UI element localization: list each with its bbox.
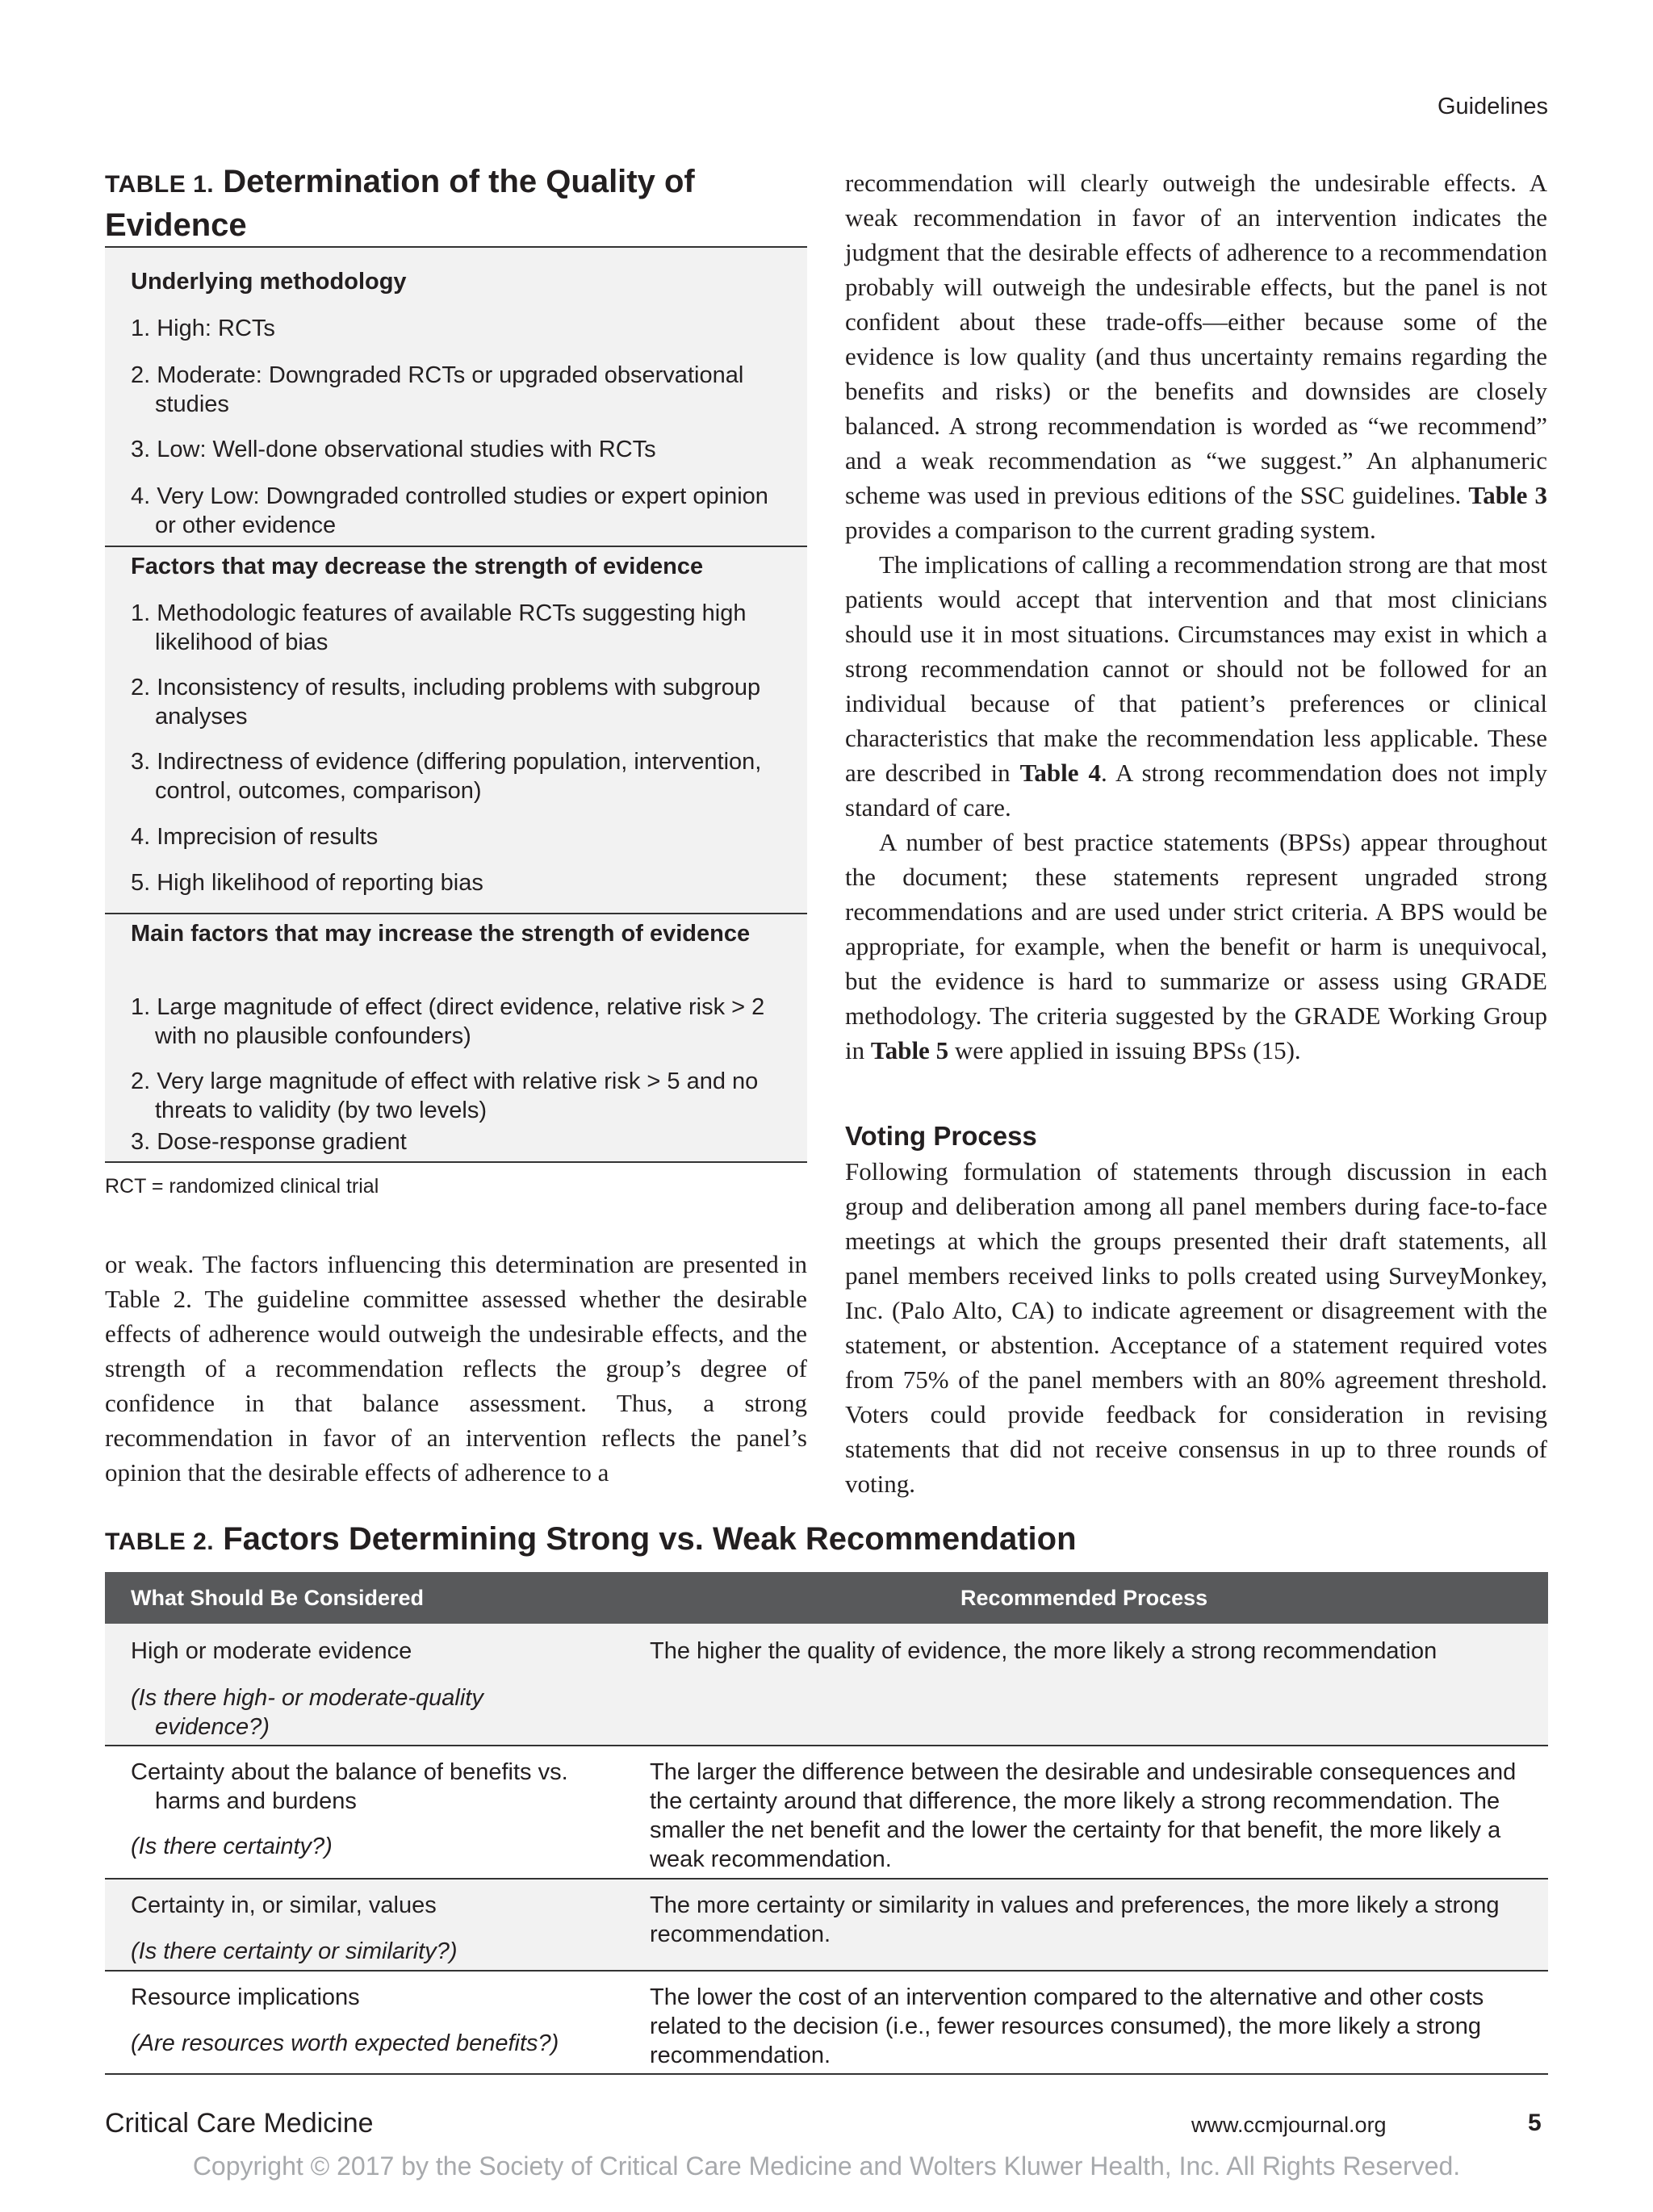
right-column <box>845 165 1547 1068</box>
text-run: The implications of calling a recommendation strong are that most patients would accept that intervention and that most clinicians should use it in most situations. Circumstances may exist in which a strong recommendation cannot or should not be followed for an individual because of that patient’s preferences or clinical characteristics that make the recommendation less applicable. These are described in <box>845 550 1547 787</box>
table2-question <box>131 1832 615 1861</box>
table2-title <box>105 1519 1077 1562</box>
table1-title-text: Determination of the Quality of Evidence <box>105 164 695 243</box>
table1-section-heading: Underlying methodology <box>131 269 407 295</box>
table2-factor: Certainty in, or similar, values <box>131 1892 437 1918</box>
table2-header-cell: What Should Be Considered <box>131 1586 425 1610</box>
table2-question <box>131 1937 615 1966</box>
table1-item: 3. Dose-response gradient <box>131 1129 407 1155</box>
table1-tag: TABLE 1. <box>105 171 215 198</box>
table2-question <box>131 1683 559 1742</box>
footer-url[interactable]: www.ccmjournal.org <box>1191 2113 1387 2137</box>
table2-title-text: Factors Determining Strong vs. Weak Recommendation <box>223 1521 1077 1557</box>
right-column-lower <box>845 1154 1547 1501</box>
table1-item: 2. Very large magnitude of effect with relative risk > 5 and no threats to validity (by two levels) <box>131 1068 759 1123</box>
table1-item: 5. High likelihood of reporting bias <box>131 870 483 896</box>
table2-question-text: (Is there certainty?) <box>131 1834 333 1859</box>
table2-tag: TABLE 2. <box>105 1528 215 1555</box>
table-reference: Table 3 <box>1468 481 1548 509</box>
table2-question-text: (Are resources worth expected benefits?) <box>131 2030 559 2056</box>
text-run: . A strong recommendation does not imply standard of care. <box>845 759 1548 822</box>
table1-section-heading: Factors that may decrease the strength of evidence <box>131 554 704 579</box>
text-run: recommendation will clearly outweigh the undesirable effects. A weak recommendation in favor of an intervention indicates the judgment that the desirable effects of adherence to a recommendation probably will outweigh the undesirable effects, but the panel is not confident about these trade-offs—either because some of the evidence is low quality (and thus uncertainty remains regarding the benefits and risks) or the benefits and downsides are closely balanced. A strong recommendation is worded as “we recommend” and a weak recommendation as “we suggest.” An alphanumeric scheme was used in previous editions of the SSC guidelines. <box>845 169 1547 509</box>
table1-item: 3. Low: Well-done observational studies with RCTs <box>131 437 656 462</box>
table1-divider <box>105 913 807 914</box>
table2-process: The larger the difference between the desirable and undesirable consequences and the certainty around that difference, the more likely a strong recommendation. The smaller the net benefit and the lower the certainty for that benefit, the more likely a weak recommendation. <box>650 1759 1517 1872</box>
body-paragraph <box>845 547 1547 825</box>
body-paragraph: or weak. The factors influencing this determination are presented in Table 2. The guideline committee assessed whether the desirable effects of adherence would outweigh the undesirable effects, and the strength of a recommendation reflects the group’s degree of confidence in that balance assessment. Thus, a strong recommendation in favor of an intervention reflects the panel’s opinion that the desirable effects of adherence to a <box>105 1250 807 1487</box>
body-paragraph <box>845 165 1547 547</box>
table2-factor: High or moderate evidence <box>131 1638 412 1664</box>
text-run: provides a comparison to the current grading system. <box>845 516 1376 544</box>
table1-item: 3. Indirectness of evidence (differing population, intervention, control, outcomes, comparison) <box>131 749 762 804</box>
table1-divider <box>105 546 807 547</box>
section-heading: Voting Process <box>845 1121 1037 1151</box>
table2-process: The more certainty or similarity in values and preferences, the more likely a strong recommendation. <box>650 1892 1500 1947</box>
table1-footnote: RCT = randomized clinical trial <box>105 1175 379 1198</box>
table-reference: Table 4 <box>1019 759 1101 787</box>
table2-factor: Resource implications <box>131 1984 360 2010</box>
copyright-notice: Copyright © 2017 by the Society of Critical Care Medicine and Wolters Kluwer Health, Inc. All Rights Reserved. <box>192 2151 1461 2181</box>
table2-process: The higher the quality of evidence, the more likely a strong recommendation <box>650 1638 1437 1664</box>
page-number: 5 <box>1528 2110 1542 2136</box>
table1-title <box>105 161 807 245</box>
left-column <box>105 1247 807 1490</box>
table1-item: 1. Large magnitude of effect (direct evidence, relative risk > 2 with no plausible confounders) <box>131 994 765 1049</box>
body-paragraph <box>845 825 1547 1068</box>
table2-question-text: (Is there high- or moderate-quality evidence?) <box>131 1685 483 1740</box>
table1-item: 4. Very Low: Downgraded controlled studies or expert opinion or other evidence <box>131 483 768 538</box>
footer-journal: Critical Care Medicine <box>105 2108 374 2139</box>
table2-factor: Certainty about the balance of benefits vs. harms and burdens <box>131 1759 568 1814</box>
table-reference: Table 5 <box>870 1036 949 1064</box>
text-run: were applied in issuing BPSs (15). <box>948 1036 1301 1064</box>
table1-item: 4. Imprecision of results <box>131 824 379 850</box>
table1-section-heading: Main factors that may increase the strength of evidence <box>131 921 751 947</box>
table2-question <box>131 2029 631 2058</box>
text-run: A number of best practice statements (BPSs) appear throughout the document; these statements represent ungraded strong recommendations and are used under strict criteria. A BPS would be appropriate, for example, when the benefit or harm is unequivocal, but the evidence is hard to summarize or assess using GRADE methodology. The criteria suggested by the GRADE Working Group in <box>845 828 1547 1064</box>
table1-item: 2. Inconsistency of results, including problems with subgroup analyses <box>131 675 761 730</box>
table2-process: The lower the cost of an intervention compared to the alternative and other costs related to the decision (i.e., fewer resources consumed), the more likely a strong recommendation. <box>650 1984 1484 2068</box>
table1-item: 1. Methodologic features of available RCTs suggesting high likelihood of bias <box>131 600 747 655</box>
table2-question-text: (Is there certainty or similarity?) <box>131 1938 458 1964</box>
table1-item: 2. Moderate: Downgraded RCTs or upgraded observational studies <box>131 362 744 417</box>
running-head: Guidelines <box>1437 94 1548 119</box>
body-paragraph: Following formulation of statements through discussion in each group and deliberation among all panel members during face-to-face meetings at which the groups presented their draft statements, all panel members received links to polls created using SurveyMonkey, Inc. (Palo Alto, CA) to indicate agreement or disagreement with the statement, or abstention. Acceptance of a statement required votes from 75% of the panel members with an 80% agreement threshold. Voters could provide feedback for consideration in revising statements that did not receive consensus in up to three rounds of voting. <box>845 1157 1547 1498</box>
table2-header-cell: Recommended Process <box>960 1586 1208 1610</box>
table1-item: 1. High: RCTs <box>131 316 275 341</box>
